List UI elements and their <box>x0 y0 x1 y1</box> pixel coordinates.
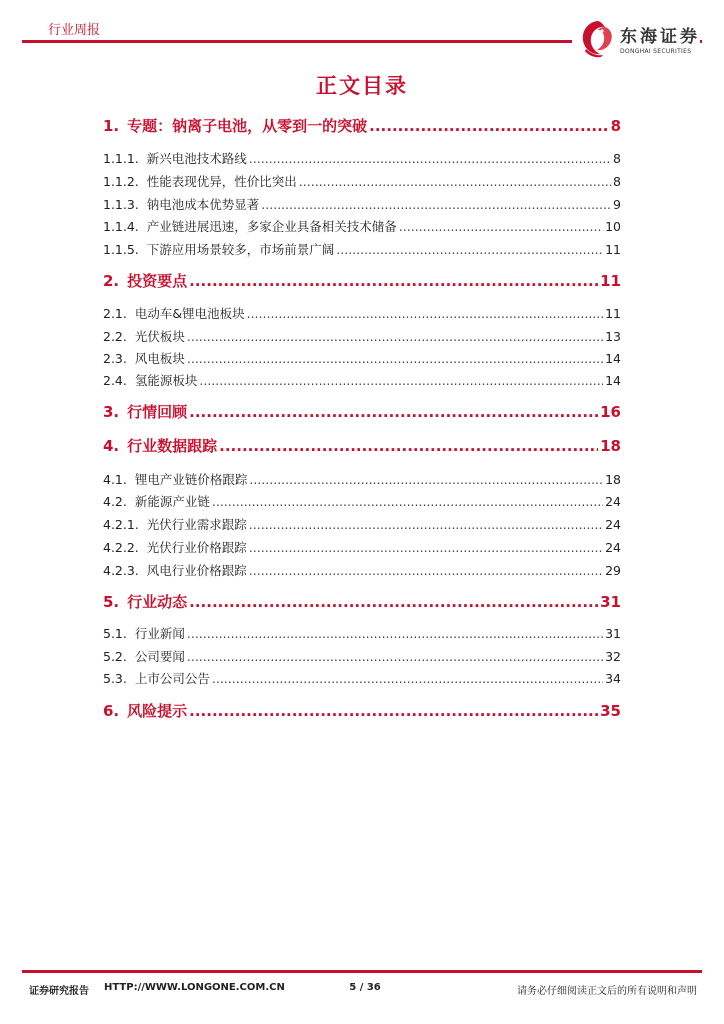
toc-entry-number: 3. <box>103 403 120 421</box>
company-logo <box>572 18 700 58</box>
toc-entry-section[interactable] <box>103 240 621 258</box>
logo-chinese-name: 东海证券 <box>620 26 700 47</box>
toc-entry-title: 行业动态 <box>127 593 188 611</box>
toc-dot-leader <box>187 626 603 641</box>
footer-divider <box>22 970 702 973</box>
toc-entry-page: 14 <box>605 373 621 388</box>
toc-dot-leader <box>369 117 608 135</box>
toc-entry-title: 专题：钠离子电池，从零到一的突破 <box>127 117 368 135</box>
toc-entry-number: 1.1.2. <box>103 174 139 189</box>
toc-entry-section[interactable] <box>103 492 621 510</box>
toc-entry-section[interactable] <box>103 327 621 345</box>
toc-dot-leader <box>261 197 611 212</box>
toc-entry-number: 4.2.3. <box>103 563 139 578</box>
toc-entry-section[interactable] <box>103 304 621 322</box>
toc-dot-leader <box>189 272 598 290</box>
toc-dot-leader <box>187 351 603 366</box>
toc-entry-number: 1.1.5. <box>103 242 139 257</box>
toc-entry-page: 29 <box>605 563 621 578</box>
toc-entry-page: 13 <box>605 329 621 344</box>
toc-entry-number: 4. <box>103 437 120 455</box>
toc-dot-leader <box>336 242 603 257</box>
toc-entry-section[interactable] <box>103 561 621 579</box>
toc-entry-section[interactable] <box>103 515 621 533</box>
toc-entry-number: 5. <box>103 593 120 611</box>
toc-dot-leader <box>247 306 603 321</box>
toc-entry-page: 11 <box>600 272 621 290</box>
toc-entry-number: 2.3. <box>103 351 127 366</box>
toc-entry-number: 4.1. <box>103 472 127 487</box>
toc-entry-section[interactable] <box>103 647 621 665</box>
toc-entry-number: 4.2. <box>103 494 127 509</box>
toc-entry-title: 风险提示 <box>127 702 188 720</box>
toc-entry-page: 10 <box>605 219 621 234</box>
toc-entry-title: 光伏行业价格跟踪 <box>146 540 247 555</box>
toc-dot-leader <box>187 649 603 664</box>
toc-entry-title: 上市公司公告 <box>134 671 210 686</box>
toc-entry-number: 5.3. <box>103 671 127 686</box>
toc-entry-title: 光伏板块 <box>134 329 185 344</box>
toc-entry-page: 8 <box>613 151 621 166</box>
toc-dot-leader <box>249 151 611 166</box>
toc-entry-chapter[interactable] <box>103 591 621 612</box>
toc-entry-page: 9 <box>613 197 621 212</box>
toc-entry-section[interactable] <box>103 149 621 167</box>
footer-report-label: 证券研究报告 <box>29 986 89 997</box>
toc-entry-title: 行业数据跟踪 <box>127 437 218 455</box>
toc-entry-page: 24 <box>605 494 621 509</box>
toc-entry-title: 行情回顾 <box>127 403 188 421</box>
toc-entry-page: 16 <box>600 403 621 421</box>
toc-entry-section[interactable] <box>103 624 621 642</box>
toc-entry-page: 8 <box>613 174 621 189</box>
toc-entry-title: 性能表现优异，性价比突出 <box>146 174 297 189</box>
toc-entry-section[interactable] <box>103 217 621 235</box>
footer-page-number: 5 / 36 <box>349 982 381 993</box>
toc-entry-number: 2.4. <box>103 373 127 388</box>
toc-entry-chapter[interactable] <box>103 435 621 456</box>
toc-entry-chapter[interactable] <box>103 115 621 136</box>
toc-dot-leader <box>249 517 603 532</box>
toc-entry-title: 下游应用场景较多，市场前景广阔 <box>146 242 335 257</box>
report-type-tag: 行业周报 <box>48 23 101 38</box>
toc-entry-title: 产业链进展迅速，多家企业具备相关技术储备 <box>146 219 397 234</box>
toc-dot-leader <box>219 437 598 455</box>
toc-entry-title: 风电行业价格跟踪 <box>146 563 247 578</box>
toc-entry-chapter[interactable] <box>103 401 621 422</box>
toc-entry-section[interactable] <box>103 349 621 367</box>
toc-dot-leader <box>212 494 603 509</box>
toc-entry-number: 4.2.2. <box>103 540 139 555</box>
toc-entry-section[interactable] <box>103 195 621 213</box>
toc-dot-leader <box>212 671 603 686</box>
toc-entry-chapter[interactable] <box>103 270 621 291</box>
toc-entry-title: 锂电产业链价格跟踪 <box>134 472 248 487</box>
logo-english-name: DONGHAI SECURITIES <box>620 47 692 55</box>
toc-entry-title: 风电板块 <box>134 351 185 366</box>
toc-entry-number: 2.1. <box>103 306 127 321</box>
toc-entry-section[interactable] <box>103 172 621 190</box>
toc-dot-leader <box>199 373 603 388</box>
toc-dot-leader <box>249 563 603 578</box>
toc-entry-number: 1.1.1. <box>103 151 139 166</box>
toc-entry-page: 34 <box>605 671 621 686</box>
toc-entry-title: 新能源产业链 <box>134 494 210 509</box>
toc-entry-title: 投资要点 <box>127 272 188 290</box>
toc-dot-leader <box>249 472 603 487</box>
toc-entry-title: 光伏行业需求跟踪 <box>146 517 247 532</box>
toc-dot-leader <box>189 702 598 720</box>
footer-url-link[interactable]: HTTP://WWW.LONGONE.COM.CN <box>104 982 285 993</box>
toc-dot-leader <box>189 403 598 421</box>
toc-entry-page: 35 <box>600 702 621 720</box>
toc-entry-page: 18 <box>600 437 621 455</box>
toc-entry-number: 6. <box>103 702 120 720</box>
toc-entry-page: 24 <box>605 540 621 555</box>
toc-entry-title: 新兴电池技术路线 <box>146 151 247 166</box>
toc-entry-number: 2.2. <box>103 329 127 344</box>
toc-entry-number: 5.2. <box>103 649 127 664</box>
toc-entry-title: 公司要闻 <box>134 649 185 664</box>
toc-entry-section[interactable] <box>103 371 621 389</box>
footer-disclaimer: 请务必仔细阅读正文后的所有说明和声明 <box>517 986 697 997</box>
toc-dot-leader <box>249 540 603 555</box>
toc-dot-leader <box>299 174 611 189</box>
toc-entry-page: 11 <box>605 306 621 321</box>
toc-dot-leader <box>187 329 603 344</box>
toc-dot-leader <box>399 219 603 234</box>
dragon-logo-icon <box>578 18 616 58</box>
toc-entry-section[interactable] <box>103 538 621 556</box>
toc-entry-chapter[interactable] <box>103 700 621 721</box>
toc-entry-title: 行业新闻 <box>134 626 185 641</box>
toc-title: 正文目录 <box>316 74 408 98</box>
toc-entry-number: 5.1. <box>103 626 127 641</box>
toc-entry-section[interactable] <box>103 470 621 488</box>
toc-entry-number: 1.1.3. <box>103 197 139 212</box>
toc-entry-number: 2. <box>103 272 120 290</box>
toc-entry-title: 氢能源板块 <box>134 373 198 388</box>
toc-entry-number: 1. <box>103 117 120 135</box>
toc-entry-page: 8 <box>610 117 621 135</box>
toc-entry-page: 11 <box>605 242 621 257</box>
toc-entry-section[interactable] <box>103 669 621 687</box>
toc-entry-page: 32 <box>605 649 621 664</box>
toc-entry-page: 18 <box>605 472 621 487</box>
toc-entry-title: 电动车&锂电池板块 <box>134 306 245 321</box>
toc-entry-page: 31 <box>600 593 621 611</box>
toc-entry-title: 钠电池成本优势显著 <box>146 197 260 212</box>
toc-entry-number: 1.1.4. <box>103 219 139 234</box>
toc-entry-page: 14 <box>605 351 621 366</box>
toc-entry-number: 4.2.1. <box>103 517 139 532</box>
toc-entry-page: 31 <box>605 626 621 641</box>
toc-entry-page: 24 <box>605 517 621 532</box>
toc-dot-leader <box>189 593 598 611</box>
